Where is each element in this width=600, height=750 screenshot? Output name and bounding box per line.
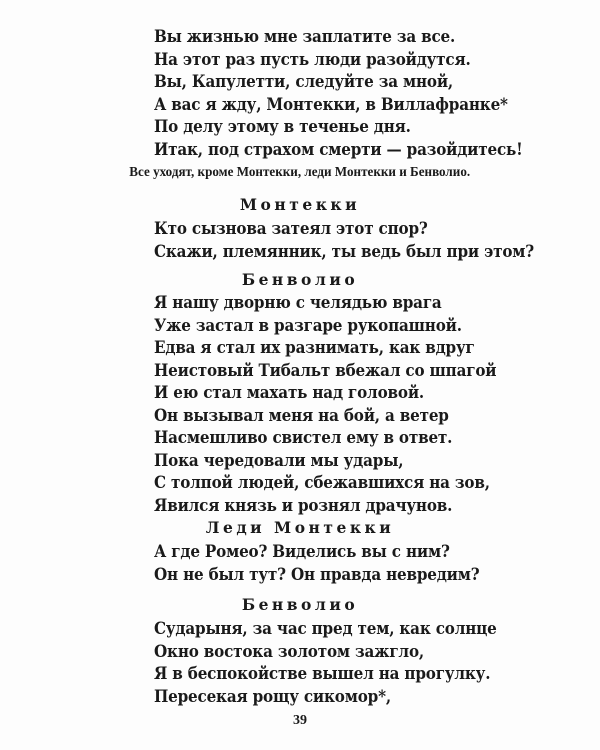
speech-line: Насмешливо свистел ему в ответ. [154,428,453,447]
speech-line: Пока чередовали мы удары, [154,450,404,470]
speech-line: Скажи, племянник, ты ведь был при этом? [154,241,535,261]
speech-line: Он вызывал меня на бой, а ветер [154,405,449,425]
speech-line: И ею стал махать над головой. [154,383,425,402]
verse-line: Вы жизнью мне заплатите за все. [154,27,456,46]
speaker-name: Бенволио [241,270,359,289]
speech-line: Едва я стал их разнимать, как вдруг [154,338,475,357]
speaker-name: Леди Монтекки [205,518,395,537]
verse-line: А вас я жду, Монтекки, в Виллафранке* [154,94,508,114]
speech-line: Я нашу дворню с челядью врага [154,293,442,312]
verse-line: На этот раз пусть люди разойдутся. [154,49,471,69]
stage-direction [0,164,600,180]
verse-line: По делу этому в теченье дня. [154,117,411,136]
speech-line: Он не был тут? Он правда невредим? [154,564,480,584]
speech-line: Сударыня, за час пред тем, как солнце [154,619,497,638]
page-number: 39 [293,713,307,728]
speech-line: Я в беспокойстве вышел на прогулку. [154,664,491,683]
verse-line: Итак, под страхом смерти — разойдитесь! [154,139,523,159]
verse-line: Вы, Капулетти, следуйте за мной, [154,72,454,91]
speech-block [154,618,526,708]
speech-line: А где Ромео? Виделись вы с ним? [154,542,450,561]
speech-line: Неистовый Тибальт вбежал со шпагой [154,360,497,380]
speech-line: Явился князь и рознял драчунов. [154,495,453,515]
speech-block [154,541,508,586]
speaker-name: Бенволио [241,595,359,614]
speech-block [154,218,567,263]
verse-block [154,26,555,161]
speech-line: Окно востока золотом зажгло, [154,641,425,661]
speaker-name: Монтекки [239,195,361,214]
speech-line: Кто сызнова затеял этот спор? [154,219,428,238]
speech-block [154,292,526,517]
speech-line: С толпой людей, сбежавшихся на зов, [154,473,490,492]
speech-line: Уже застал в разгаре рукопашной. [154,315,462,335]
speech-line: Пересекая рощу сикомор*, [154,686,391,706]
stage-direction-text: Все уходят, кроме Монтекки, леди Монтекки и Бенволио. [129,164,471,179]
